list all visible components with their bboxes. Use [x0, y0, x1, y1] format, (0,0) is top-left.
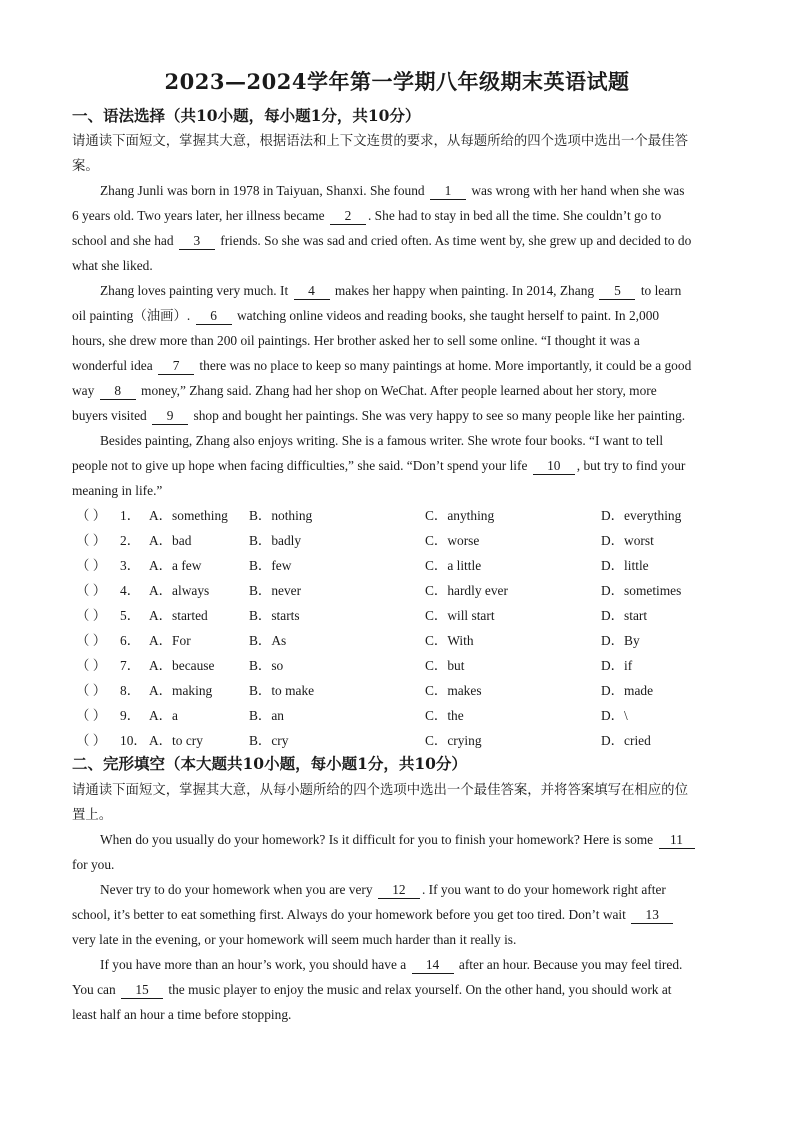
text-run: way	[72, 383, 95, 398]
instruction-line: 请通读下面短文，掌握其大意，从每小题所给的四个选项中选出一个最佳答案，并将答案填写在相应的位	[72, 782, 688, 797]
option-d: D．worst	[601, 533, 654, 548]
question-number: 10．	[120, 733, 147, 748]
option-b: B．to make	[249, 683, 315, 698]
answer-parentheses[interactable]: （ ）	[76, 733, 107, 748]
blank-2: 2	[330, 207, 366, 225]
blank-13: 13	[631, 906, 673, 924]
text-run: school, it’s better to eat something first. Always do your homework before you get too tired. Don’t wait	[72, 907, 626, 922]
text-run: wonderful idea	[72, 358, 153, 373]
text-run: for you.	[72, 857, 115, 872]
text-run: what she liked.	[72, 258, 153, 273]
text-run: If you have more than an hour’s work, you should have a	[100, 957, 407, 972]
passage-line	[72, 228, 722, 253]
option-d: D．made	[601, 683, 654, 698]
passage-line	[100, 952, 722, 977]
page-title: 2023—2024学年第一学期八年级期末英语试题	[164, 69, 630, 94]
question-row	[72, 653, 722, 678]
text-run: least half an hour a time before stopping.	[72, 1007, 292, 1022]
text-run: You can	[72, 982, 116, 997]
section1-heading: 一、语法选择（共10小题，每小题1分，共10分）	[72, 106, 421, 125]
blank-4: 4	[294, 282, 330, 300]
question-number: 2．	[120, 533, 141, 548]
text-run: watching online videos and reading books, she taught herself to paint. In 2,000	[237, 308, 660, 323]
option-d: D．little	[601, 558, 649, 573]
text-run: Zhang loves painting very much. It	[100, 283, 289, 298]
question-number: 9．	[120, 708, 141, 723]
option-a: A．a	[149, 708, 179, 723]
text-run: people not to give up hope when facing difficulties,” she said. “Don’t spend your life	[72, 458, 528, 473]
passage-line	[100, 827, 722, 852]
text-run: Never try to do your homework when you are very	[100, 882, 373, 897]
passage-line	[72, 328, 722, 353]
section1-instruction	[72, 128, 722, 153]
option-b: B．so	[249, 658, 284, 673]
question-number: 3．	[120, 558, 141, 573]
text-run: the music player to enjoy the music and relax yourself. On the other hand, you should work at	[168, 982, 672, 997]
option-b: B．nothing	[249, 508, 313, 523]
option-d: D．start	[601, 608, 648, 623]
option-a: A．bad	[149, 533, 192, 548]
text-run: When do you usually do your homework? Is it difficult for you to finish your homework? Here is some	[100, 832, 654, 847]
option-d: D．cried	[601, 733, 651, 748]
option-b: B．starts	[249, 608, 300, 623]
text-run: to learn	[640, 283, 682, 298]
answer-parentheses[interactable]: （ ）	[76, 633, 107, 648]
option-a: A．always	[149, 583, 210, 598]
option-c: C．anything	[425, 508, 495, 523]
option-a: A．making	[149, 683, 213, 698]
answer-parentheses[interactable]: （ ）	[76, 508, 107, 523]
text-run: very late in the evening, or your homework will seem much harder than it really is.	[72, 932, 517, 947]
blank-11: 11	[659, 831, 695, 849]
blank-7: 7	[158, 357, 194, 375]
question-row	[72, 578, 722, 603]
section2-instruction-cont	[72, 802, 722, 827]
passage-line	[100, 278, 722, 303]
option-c: C．makes	[425, 683, 482, 698]
blank-10: 10	[533, 457, 575, 475]
text-run: oil painting（油画）.	[72, 308, 191, 323]
blank-1: 1	[430, 182, 466, 200]
text-run: Besides painting, Zhang also enjoys writing. She is a famous writer. She wrote four books. “I want to tell	[100, 433, 664, 448]
option-d: D．if	[601, 658, 633, 673]
question-number: 5．	[120, 608, 141, 623]
option-c: C．With	[425, 633, 474, 648]
instruction-line: 置上。	[72, 807, 113, 822]
question-row	[72, 528, 722, 553]
text-run: was wrong with her hand when she was	[471, 183, 685, 198]
text-run: makes her happy when painting. In 2014, Zhang	[334, 283, 595, 298]
question-row	[72, 628, 722, 653]
option-b: B．never	[249, 583, 302, 598]
option-c: C．hardly ever	[425, 583, 508, 598]
blank-15: 15	[121, 981, 163, 999]
option-a: A．because	[149, 658, 215, 673]
question-number: 7．	[120, 658, 141, 673]
blank-12: 12	[378, 881, 420, 899]
question-number: 6．	[120, 633, 141, 648]
option-c: C．a little	[425, 558, 482, 573]
option-b: B．an	[249, 708, 284, 723]
blank-6: 6	[196, 307, 232, 325]
passage-line	[72, 378, 722, 403]
passage-line	[72, 453, 722, 478]
option-d: D．everything	[601, 508, 682, 523]
option-c: C．the	[425, 708, 464, 723]
text-run: buyers visited	[72, 408, 147, 423]
answer-parentheses[interactable]: （ ）	[76, 708, 107, 723]
option-c: C．but	[425, 658, 465, 673]
text-run: school and she had	[72, 233, 174, 248]
text-run: meaning in life.”	[72, 483, 163, 498]
question-row	[72, 503, 722, 528]
answer-parentheses[interactable]: （ ）	[76, 608, 107, 623]
passage-line	[72, 203, 722, 228]
text-run: 6 years old. Two years later, her illness became	[72, 208, 325, 223]
text-run: money,” Zhang said. Zhang had her shop on WeChat. After people learned about her story, more	[141, 383, 657, 398]
question-row	[72, 728, 722, 753]
option-c: C．worse	[425, 533, 480, 548]
section2-heading: 二、完形填空（本大题共10小题，每小题1分，共10分）	[72, 754, 467, 773]
option-a: A．started	[149, 608, 208, 623]
text-run: . If you want to do your homework right after	[421, 882, 666, 897]
text-run: there was no place to keep so many paintings at home. More importantly, it could be a good	[199, 358, 692, 373]
option-a: A．For	[149, 633, 191, 648]
instruction-line: 请通读下面短文，掌握其大意，根据语法和上下文连贯的要求，从每题所给的四个选项中选出一个最佳答	[72, 133, 688, 148]
section1-instruction-cont	[72, 153, 722, 178]
blank-9: 9	[152, 407, 188, 425]
passage-line	[72, 353, 722, 378]
option-b: B．cry	[249, 733, 289, 748]
text-run: after an hour. Because you may feel tired.	[458, 957, 683, 972]
passage-line	[100, 428, 722, 453]
passage-line	[72, 478, 722, 503]
instruction-line: 案。	[72, 158, 99, 173]
answer-parentheses[interactable]: （ ）	[76, 658, 107, 673]
option-b: B．few	[249, 558, 292, 573]
text-run: Zhang Junli was born in 1978 in Taiyuan, Shanxi. She found	[100, 183, 425, 198]
option-b: B．As	[249, 633, 287, 648]
passage-line	[100, 178, 722, 203]
section2-instruction	[72, 777, 722, 802]
passage-line	[72, 927, 722, 952]
passage-line	[72, 403, 722, 428]
option-d: D．By	[601, 633, 640, 648]
answer-parentheses[interactable]: （ ）	[76, 558, 107, 573]
passage-line	[72, 1002, 722, 1027]
text-run: hours, she drew more than 200 oil paintings. Her brother asked her to sell some online. “I thought it was a	[72, 333, 640, 348]
option-a: A．a few	[149, 558, 202, 573]
passage-line	[72, 977, 722, 1002]
blank-5: 5	[599, 282, 635, 300]
passage-line	[72, 852, 722, 877]
option-c: C．will start	[425, 608, 495, 623]
question-number: 1．	[120, 508, 141, 523]
text-run: shop and bought her paintings. She was very happy to see so many people like her painting.	[193, 408, 686, 423]
option-d: D．sometimes	[601, 583, 682, 598]
answer-parentheses[interactable]: （ ）	[76, 683, 107, 698]
blank-3: 3	[179, 232, 215, 250]
question-row	[72, 703, 722, 728]
option-c: C．crying	[425, 733, 482, 748]
passage-line	[100, 877, 722, 902]
option-a: A．something	[149, 508, 228, 523]
passage-line	[72, 303, 722, 328]
blank-8: 8	[100, 382, 136, 400]
option-d: D．\	[601, 708, 628, 723]
passage-line	[72, 253, 722, 278]
option-a: A．to cry	[149, 733, 203, 748]
blank-14: 14	[412, 956, 454, 974]
answer-parentheses[interactable]: （ ）	[76, 533, 107, 548]
question-row	[72, 603, 722, 628]
text-run: friends. So she was sad and cried often. As time went by, she grew up and decided to do	[220, 233, 692, 248]
option-b: B．badly	[249, 533, 302, 548]
question-number: 4．	[120, 583, 141, 598]
text-run: , but try to find your	[576, 458, 686, 473]
text-run: . She had to stay in bed all the time. She couldn’t go to	[367, 208, 662, 223]
question-number: 8．	[120, 683, 141, 698]
answer-parentheses[interactable]: （ ）	[76, 583, 107, 598]
passage-line	[72, 902, 722, 927]
question-row	[72, 678, 722, 703]
question-row	[72, 553, 722, 578]
